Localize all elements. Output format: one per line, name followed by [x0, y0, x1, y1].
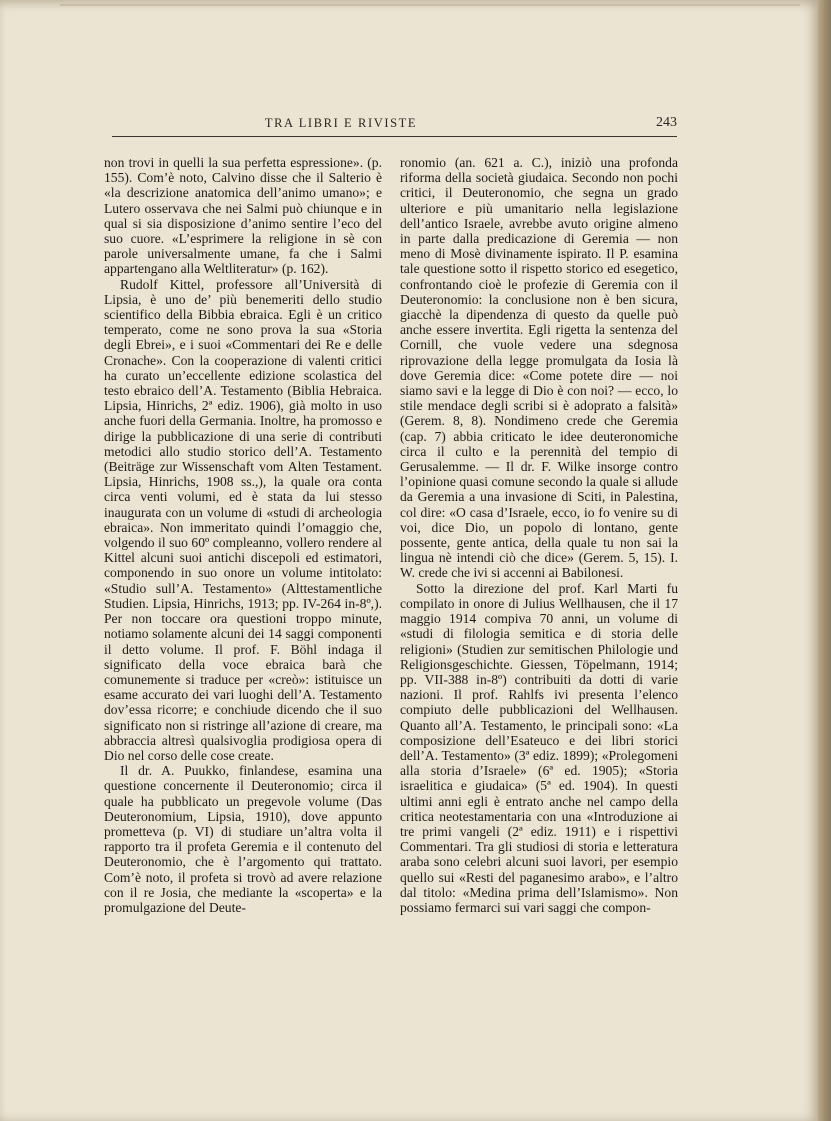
running-title: TRA LIBRI E RIVISTE	[264, 116, 418, 130]
header-rule	[112, 136, 677, 137]
left-paragraph-2: Rudolf Kittel, professore all’Università di Lipsia, è uno de’ più benemeriti dello studio scientifico della Bibbia ebraica. Egli è un critico temperato, come ne sono prova la sua «Storia degli Ebrei», e i suoi «Commentari dei Re e delle Cronache». Con la cooperazione di valenti critici ha curato un’eccellente edizione scolastica del testo ebraico dell’A. Testamento (Biblia Hebraica. Lipsia, Hinrichs, 2ª ediz. 1906), già molto in uso anche fuori della Germania. Inoltre, ha promosso e dirige la pubblicazione di una serie di contributi metodici allo studio storico dell’A. Testamento (Beiträge zur Wissenschaft vom Alten Testament. Lipsia, Hinrichs, 1908 ss.,), la quale ora conta circa venti volumi, ed è stata da lui stesso inaugurata con un volume di «studi di archeologia ebraica». Non immeritato quindi l’omaggio che, volgendo il suo 60º compleanno, vollero rendere al Kittel alcuni suoi antichi discepoli ed estimatori, componendo in suo onore un volume intitolato: «Studio sull’A. Testamento» (Alttestamentliche Studien. Lipsia, Hinrichs, 1913; pp. IV-264 in-8º,). Per non toccare ora questioni troppo minute, notiamo solamente alcuni dei 14 saggi componenti il detto volume. Il prof. F. Böhl indaga il significato della voce ebraica barà che comunemente si traduce per «creò»: istituisce un esame accurato dei vari luoghi dell’A. Testamento dov’essa ricorre; e conchiude dicendo che il suo significato non si ristringe all’azione di creare, ma abbraccia altresì qualsivoglia prodigiosa opera di Dio nel corso delle cose create.	[104, 276, 382, 763]
page-number: 243	[656, 115, 677, 130]
right-paragraph-2: Sotto la direzione del prof. Karl Marti fu compilato in onore di Julius Wellhausen, che il 17 maggio 1914 compiva 70 anni, un volume di «studi di filologia semitica e di storia delle religioni» (Studien zur semitischen Philologie und Religionsgeschichte. Giessen, Töpelmann, 1914; pp. VII-388 in-8º) contribuiti da dotti di varie nazioni. Il prof. Rahlfs ivi presenta l’elenco compiuto delle pubblicazioni del Wellhausen. Quanto all’A. Testamento, le principali sono: «La composizione dell’Esateuco e dei libri storici dell’A. Testamento» (3ª ediz. 1899); «Prolegomeni alla storia d’Israele» (6ª ed. 1905); «Storia israelitica e giudaica» (5ª ed. 1904). In questi ultimi anni egli è entrato anche nel campo della critica neotestamentaria con una «Introduzione ai tre primi vangeli (2ª ediz. 1911) e i rispettivi Commentari. Tra gli studiosi di storia e letteratura araba sono celebri alcuni suoi lavori, per esempio quello sui «Resti del paganesimo arabo», e l’altro dal titolo: «Medina prima dell’Islamismo». Non possiamo fermarci sui vari saggi che compon-	[400, 580, 678, 915]
top-margin-rule	[60, 4, 800, 6]
right-column	[400, 155, 678, 915]
left-column	[104, 155, 382, 915]
right-paragraph-1: ronomio (an. 621 a. C.), iniziò una profonda riforma della società giudaica. Secondo non pochi critici, il Deuteronomio, che segna un grado ulteriore e più umanitario nella legislazione dell’antico Israele, avrebbe avuto origine almeno in parte dalla predicazione di Geremia — non meno di Mosè divinamente ispirato. Il P. esamina tale questione sotto il rispetto storico ed esegetico, confrontando cioè le profezie di Geremia con il Deuteronomio: la conclusione non è ben sicura, giacchè la dipendenza di questo da quelle può anche essere invertita. Egli rigetta la sentenza del Cornill, che vuole vedere una sdegnosa riprovazione della legge promulgata da Iosia là dove Geremia dice: «Come potete dire — noi siamo savi e la legge di Dio è con noi? — ecco, lo stile mendace degli scribi si è adoprato a falsità» (Gerem. 8, 8). Nondimeno crede che Geremia (cap. 7) abbia criticato le idee deuteronomiche circa il culto e la perennità del tempio di Gerusalemme. — Il dr. F. Wilke insorge contro l’opinione quasi comune secondo la quale si allude da Geremia a una invasione di Sciti, in Palestina, col dire: «O casa d’Israele, ecco, io fo venire su di voi, dice Dio, un popolo di lontano, gente possente, gente antica, della quale tu non sai la lingua nè intendi ciò che dice» (Gerem. 5, 15). I. W. crede che ivi si accenni ai Babilonesi.	[400, 155, 678, 581]
left-paragraph-1: non trovi in quelli la sua perfetta espressione». (p. 155). Com’è noto, Calvino disse che il Salterio è «la descrizione anatomica dell’animo umano»; e Lutero osservava che nei Salmi può chiunque e in qual si sia disposizione d’animo sentire l’eco del suo cuore. «L’esprimere la religione in sè con parole universalmente umane, fa che i Salmi appartengano alla Weltliteratur» (p. 162).	[104, 155, 382, 277]
page-edge	[818, 0, 831, 1121]
running-header	[112, 114, 677, 136]
left-paragraph-3: Il dr. A. Puukko, finlandese, esamina una questione concernente il Deuteronomio; circa il quale ha pubblicato un pregevole volume (Das Deuteronomium, Lipsia, 1910), dove appunto prometteva (p. VI) di studiare un’altra volta il rapporto tra il profeta Geremia e il contenuto del Deuteronomio, che è l’argomento qui trattato. Com’è noto, il profeta si trovò ad avere relazione con il re Josia, che mediante la «scoperta» e la promulgazione del Deute-	[104, 763, 382, 915]
